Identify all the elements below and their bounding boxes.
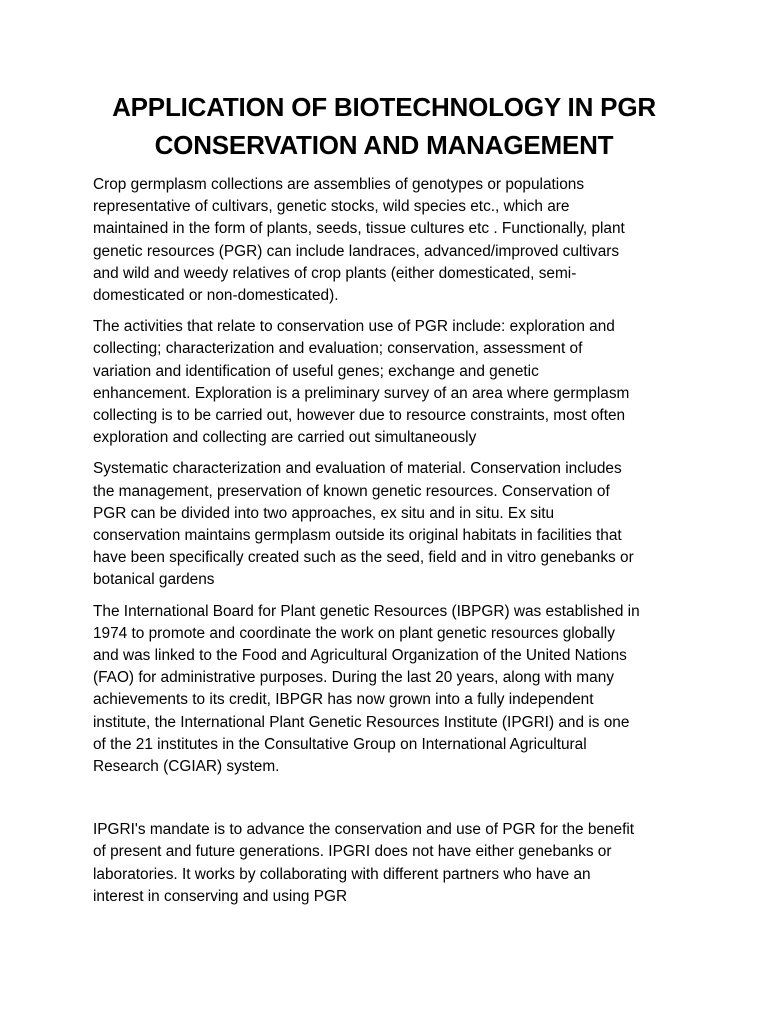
- text-line: Systematic characterization and evaluation of material. Conservation includes: [93, 460, 622, 478]
- text-line: IPGRI's mandate is to advance the conservation and use of PGR for the benefit: [93, 821, 635, 839]
- text-line: domesticated or non-domesticated).: [93, 287, 339, 305]
- paragraph-pgr-activities: [93, 316, 693, 449]
- text-line: the management, preservation of known genetic resources. Conservation of: [93, 482, 610, 500]
- text-line: enhancement. Exploration is a preliminary survey of an area where germplasm: [93, 384, 630, 402]
- text-line: exploration and collecting are carried out simultaneously: [93, 429, 477, 447]
- text-line: maintained in the form of plants, seeds, tissue cultures etc . Functionally, plant: [93, 220, 625, 238]
- text-line: collecting is to be carried out, however due to resource constraints, most often: [93, 407, 626, 425]
- text-line: and was linked to the Food and Agricultural Organization of the United Nations: [93, 647, 627, 665]
- text-line: Research (CGIAR) system.: [93, 758, 280, 776]
- text-line: genetic resources (PGR) can include landraces, advanced/improved cultivars: [93, 242, 620, 260]
- text-line: interest in conserving and using PGR: [93, 887, 348, 905]
- paragraph-germplasm-collections: [93, 174, 693, 307]
- text-line: conservation maintains germplasm outside its original habitats in facilities that: [93, 527, 622, 545]
- text-line: variation and identification of useful genes; exchange and genetic: [93, 362, 539, 380]
- text-line: botanical gardens: [93, 571, 215, 589]
- text-line: The International Board for Plant genetic Resources (IBPGR) was established in: [93, 602, 640, 620]
- text-line: achievements to its credit, IBPGR has now grown into a fully independent: [93, 691, 594, 709]
- document-title: [60, 88, 708, 164]
- text-line: (FAO) for administrative purposes. During the last 20 years, along with many: [93, 669, 614, 687]
- text-line: of the 21 institutes in the Consultative Group on International Agricultural: [93, 735, 587, 753]
- text-line: and wild and weedy relatives of crop plants (either domesticated, semi-: [93, 264, 577, 282]
- text-line: representative of cultivars, genetic stocks, wild species etc., which are: [93, 198, 570, 216]
- text-line: institute, the International Plant Genetic Resources Institute (IPGRI) and is one: [93, 713, 630, 731]
- text-line: The activities that relate to conservation use of PGR include: exploration and: [93, 318, 615, 336]
- text-line: Crop germplasm collections are assemblies of genotypes or populations: [93, 176, 585, 193]
- title-line: APPLICATION OF BIOTECHNOLOGY IN PGR: [112, 92, 656, 122]
- paragraph-ipgri-mandate: [93, 819, 693, 908]
- title-line: CONSERVATION AND MANAGEMENT: [154, 130, 614, 160]
- text-line: 1974 to promote and coordinate the work on plant genetic resources globally: [93, 624, 615, 642]
- paragraph-ibpgr-history: [93, 601, 693, 779]
- text-line: have been specifically created such as the seed, field and in vitro genebanks or: [93, 549, 634, 567]
- document-body: [93, 174, 693, 917]
- text-line: collecting; characterization and evaluation; conservation, assessment of: [93, 340, 583, 358]
- text-line: of present and future generations. IPGRI does not have either genebanks or: [93, 843, 612, 861]
- text-line: laboratories. It works by collaborating with different partners who have an: [93, 865, 591, 883]
- text-line: PGR can be divided into two approaches, ex situ and in situ. Ex situ: [93, 504, 555, 522]
- paragraph-characterization-conservation: [93, 458, 693, 591]
